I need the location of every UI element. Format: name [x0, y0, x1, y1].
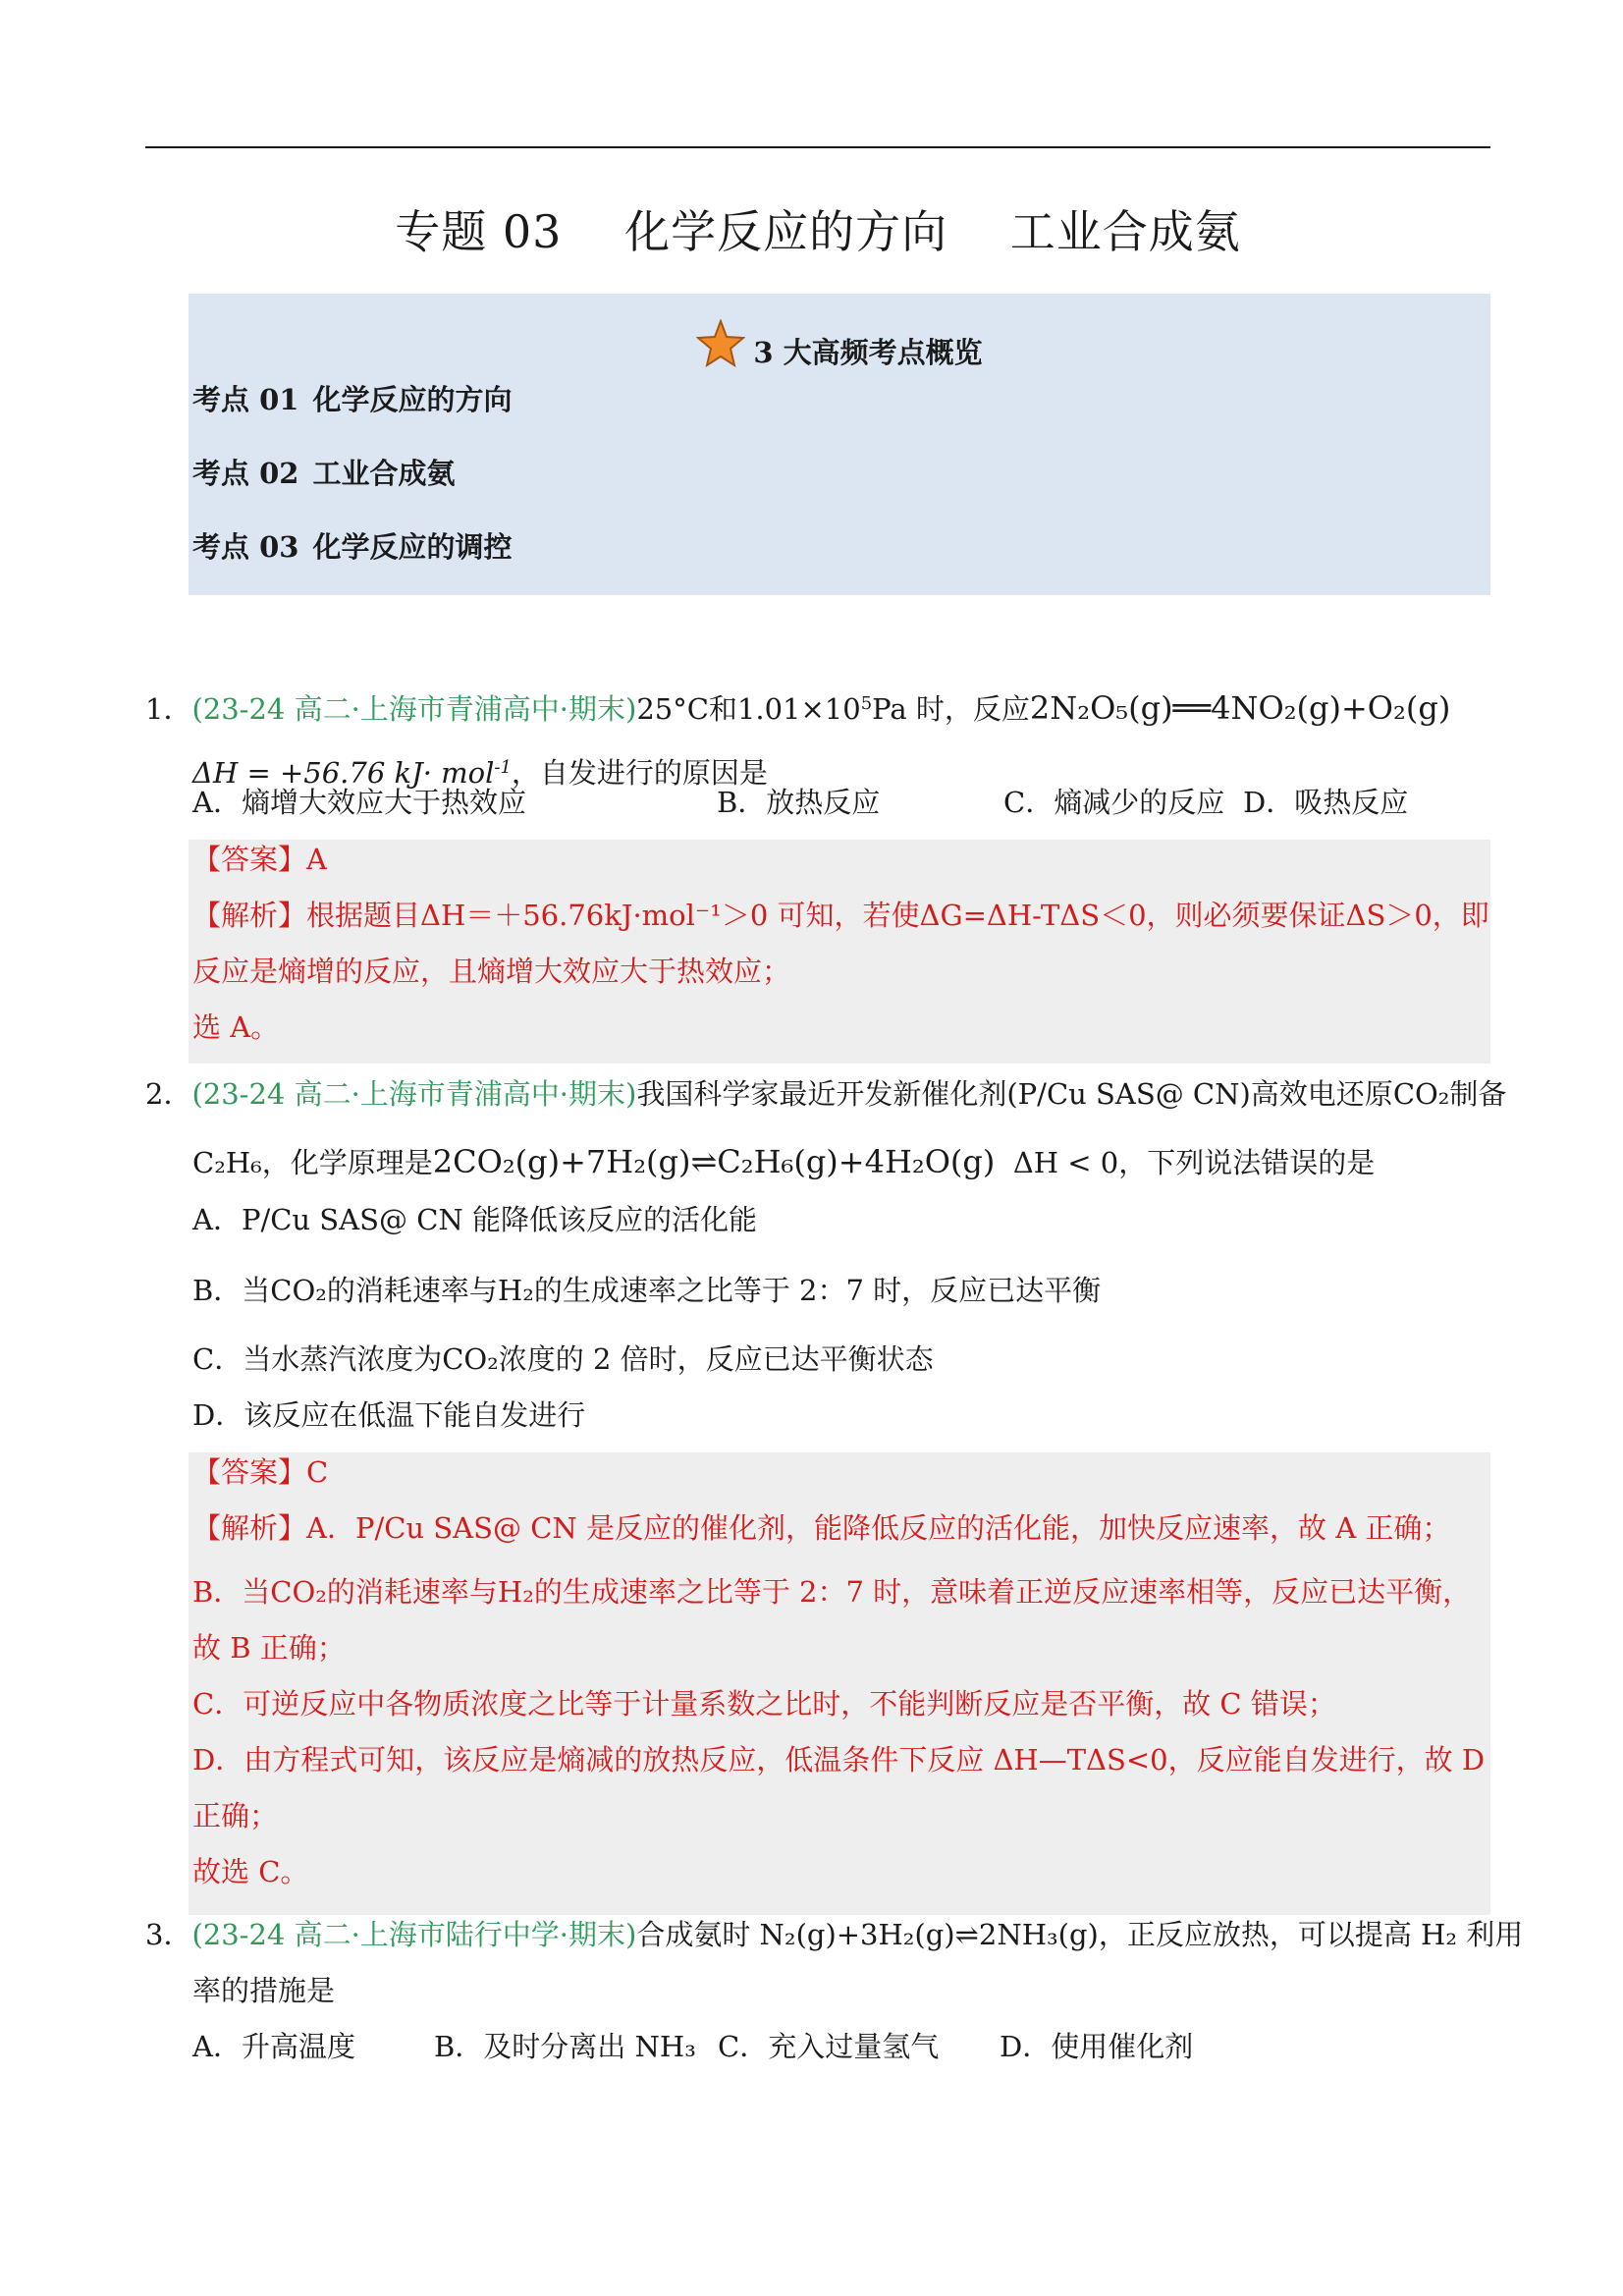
enthalpy-exp: -1 — [494, 757, 512, 778]
equation: 2CO₂(g)+7H₂(g)⇌C₂H₆(g)+4H₂O(g) — [432, 1143, 996, 1180]
analysis-line: 反应是熵增的反应，且熵增大效应大于热效应； — [192, 955, 791, 988]
stem-text: 25°C和 — [636, 691, 737, 726]
page-title — [145, 196, 1490, 261]
option-d[interactable]: D．该反应在低温下能自发进行 — [192, 1398, 586, 1432]
analysis-line: 选 A。 — [192, 1011, 280, 1044]
analysis-line: 【解析】A．P/Cu SAS@ CN 是反应的催化剂，能降低反应的活化能，加快反应速率，故 A 正确； — [192, 1511, 1451, 1545]
overview-item — [192, 452, 455, 492]
answer-box-1 — [189, 840, 1490, 1064]
title-part2: 工业合成氨 — [1009, 205, 1241, 258]
analysis-line: 正确； — [192, 1799, 279, 1832]
option-c[interactable]: C．熵减少的反应 — [1003, 786, 1225, 819]
analysis-line: 故 B 正确； — [192, 1631, 346, 1665]
option-a[interactable]: A．P/Cu SAS@ CN 能降低该反应的活化能 — [192, 1203, 757, 1236]
question-3-stem-2: 率的措施是 — [192, 1974, 336, 2007]
condition-exp: 5 — [860, 693, 873, 714]
title-part1: 化学反应的方向 — [624, 205, 948, 258]
star-icon — [696, 319, 745, 375]
option-c[interactable]: C．充入过量氢气 — [718, 2030, 940, 2063]
question-2-stem-2 — [192, 1142, 1375, 1182]
question-3-stem — [145, 1915, 1523, 1954]
answer: 【答案】C — [192, 1455, 329, 1489]
overview-box — [189, 294, 1490, 595]
option-d[interactable]: D．使用催化剂 — [1000, 2030, 1194, 2063]
stem-text: 我国科学家最近开发新催化剂(P/Cu SAS@ CN)高效电还原 — [636, 1077, 1393, 1111]
option-c[interactable]: C．当水蒸汽浓度为CO₂浓度的 2 倍时，反应已达平衡状态 — [192, 1342, 934, 1376]
option-a[interactable]: A．熵增大效应大于热效应 — [192, 786, 526, 819]
answer-box-2 — [189, 1452, 1490, 1915]
overview-item-num: 考点 02 — [192, 457, 299, 490]
answer: 【答案】A — [192, 843, 327, 876]
formula-co2: CO₂ — [1392, 1077, 1450, 1111]
enthalpy-value: ΔH = +56.76 kJ· mol — [192, 755, 495, 790]
analysis-line: B．当CO₂的消耗速率与H₂的生成速率之比等于 2：7 时，意味着正逆反应速率相等，反应已达平衡， — [192, 1575, 1472, 1609]
analysis-line: 故选 C。 — [192, 1855, 309, 1888]
analysis-line: C．可逆反应中各物质浓度之比等于计量系数之比时，不能判断反应是否平衡，故 C 错误； — [192, 1687, 1336, 1721]
question-2-stem — [145, 1074, 1506, 1114]
overview-item-num: 考点 01 — [192, 383, 299, 416]
question-source: (23-24 高二·上海市青浦高中·期末) — [191, 1077, 637, 1111]
overview-item-num: 考点 03 — [192, 530, 299, 564]
overview-item-label: 化学反应的调控 — [312, 530, 513, 564]
stem-text: 合成氨时 N₂(g)+3H₂(g)⇌2NH₃(g)，正反应放热，可以提高 H₂ 利用 — [636, 1918, 1524, 1951]
analysis-line: D．由方程式可知，该反应是熵减的放热反应，低温条件下反应 ΔH—TΔS<0，反应能自发进行，故 D — [192, 1743, 1486, 1777]
stem-text: ，下列说法错误的是 — [1118, 1146, 1376, 1179]
stem-text: 制备 — [1449, 1077, 1507, 1111]
overview-item-label: 化学反应的方向 — [312, 383, 513, 416]
analysis-line: 【解析】根据题目ΔH＝＋56.76kJ·mol⁻¹＞0 可知，若使ΔG=ΔH-TΔS＜0，则必须要保证ΔS＞0，即 — [192, 899, 1489, 932]
question-source: (23-24 高二·上海市陆行中学·期末) — [191, 1918, 637, 1951]
stem-text: ，化学原理是 — [261, 1146, 433, 1179]
option-a[interactable]: A．升高温度 — [192, 2030, 355, 2063]
formula-c2h6: C₂H₆ — [192, 1146, 262, 1179]
stem-text: ，自发进行的原因是 — [511, 755, 768, 790]
option-b[interactable]: B．放热反应 — [717, 786, 881, 819]
option-b[interactable]: B．及时分离出 NH₃ — [434, 2030, 696, 2063]
question-number: 2． — [145, 1077, 192, 1111]
option-d[interactable]: D．吸热反应 — [1243, 786, 1409, 819]
question-number: 3． — [145, 1918, 192, 1951]
overview-heading — [189, 319, 1490, 375]
question-source: (23-24 高二·上海市青浦高中·期末) — [191, 691, 637, 726]
header-rule — [145, 146, 1490, 148]
condition-base: 1.01×10 — [736, 691, 861, 726]
overview-item — [192, 378, 512, 418]
question-number: 1． — [145, 691, 192, 726]
overview-heading-text: 3 大高频考点概览 — [753, 336, 983, 369]
overview-item — [192, 525, 512, 566]
condition — [737, 692, 872, 726]
question-1-stem — [145, 684, 1450, 729]
stem-text: Pa 时，反应 — [872, 691, 1030, 726]
option-b[interactable]: B．当CO₂的消耗速率与H₂的生成速率之比等于 2：7 时，反应已达平衡 — [192, 1274, 1102, 1307]
overview-item-label: 工业合成氨 — [312, 457, 456, 490]
enthalpy: ΔH < 0 — [1012, 1146, 1119, 1179]
equation: 2N₂O₅(g)══4NO₂(g)+O₂(g) — [1029, 688, 1451, 727]
title-topic: 专题 03 — [395, 205, 563, 258]
